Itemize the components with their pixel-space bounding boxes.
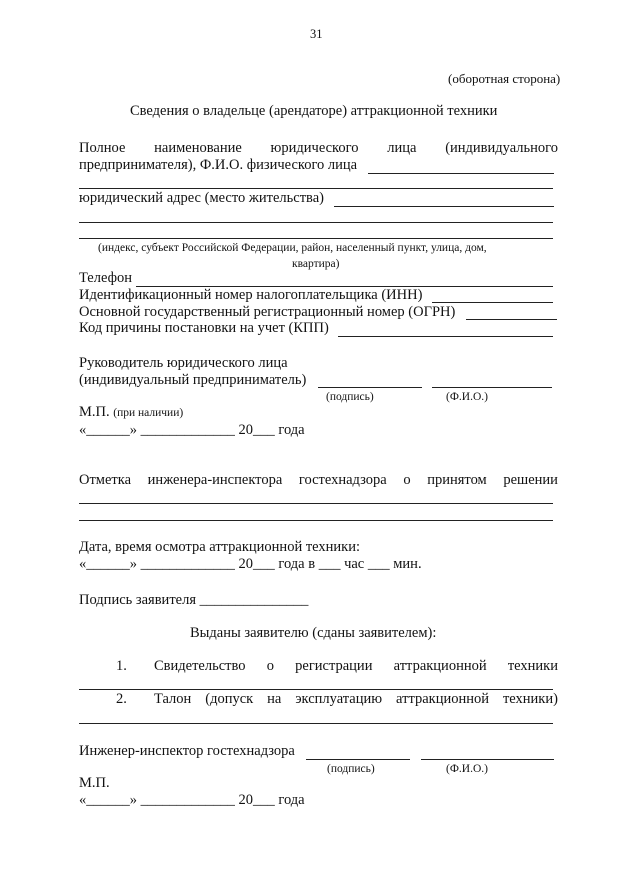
page-title: Сведения о владельце (арендаторе) аттракционной техники	[130, 103, 498, 119]
head-label: Руководитель юридического лица	[79, 355, 288, 371]
owner-name-field-extra[interactable]	[79, 188, 553, 189]
owner-name-word: наименование	[154, 140, 242, 156]
inspector-label: Инженер-инспектор гостехнадзора	[79, 743, 295, 759]
page-number: 31	[310, 27, 323, 41]
issued-item-1-label	[154, 658, 558, 675]
ogrn-label: Основной государственный регистрационный номер (ОГРН)	[79, 304, 456, 320]
issued-item-2-word: на	[267, 691, 282, 707]
owner-name-word: лица	[387, 140, 417, 156]
phone-label: Телефон	[79, 270, 132, 286]
side-note: (оборотная сторона)	[448, 71, 561, 86]
head-label-2: (индивидуальный предприниматель)	[79, 372, 307, 388]
issued-item-1-word: регистрации	[295, 658, 373, 674]
issued-item-2-word: техники)	[502, 691, 558, 707]
inspector-sign-hint: (подпись)	[327, 763, 375, 775]
issued-item-2-word: Талон	[154, 691, 192, 707]
address-hint: (индекс, субъект Российской Федерации, район, населенный пункт, улица, дом,	[98, 242, 487, 254]
owner-name-word: Полное	[79, 140, 126, 156]
issued-item-2-number: 2.	[116, 691, 127, 707]
issued-item-1-word: Свидетельство	[154, 658, 246, 674]
owner-name-label-2: предпринимателя), Ф.И.О. физического лица	[79, 157, 358, 173]
head-fio-field[interactable]	[432, 387, 552, 388]
inn-field[interactable]	[432, 302, 553, 303]
owner-name-word: (индивидуального	[445, 140, 558, 156]
applicant-signature-field[interactable]: Подпись заявителя _______________	[79, 592, 309, 608]
issued-item-2-field[interactable]	[79, 723, 553, 724]
address-field-3[interactable]	[79, 238, 553, 239]
kpp-label: Код причины постановки на учет (КПП)	[79, 320, 329, 336]
stamp-note: (при наличии)	[113, 407, 184, 419]
inspector-note-label	[79, 472, 558, 489]
head-signature-field[interactable]	[318, 387, 422, 388]
issued-item-1-word: аттракционной	[393, 658, 487, 674]
inspector-fio-hint: (Ф.И.О.)	[446, 763, 488, 775]
address-hint-2: квартира)	[292, 258, 340, 270]
inspector-note-word: решении	[503, 472, 558, 488]
owner-name-field[interactable]	[368, 173, 554, 174]
inspector-note-field-2[interactable]	[79, 520, 553, 521]
head-date-field[interactable]: «______» _____________ 20___ года	[79, 422, 305, 438]
owner-name-word: юридического	[270, 140, 359, 156]
inspector-note-word: принятом	[427, 472, 487, 488]
stamp-label: М.П.	[79, 404, 110, 420]
inspector-note-word: о	[403, 472, 411, 488]
issued-item-2-word: аттракционной	[396, 691, 489, 707]
inspector-fio-field[interactable]	[421, 759, 554, 760]
inspector-note-word: инженера-инспектора	[147, 472, 283, 488]
inn-label: Идентификационный номер налогоплательщика (ИНН)	[79, 287, 423, 303]
inspection-date-field[interactable]: «______» _____________ 20___ года в ___ час ___ мин.	[79, 556, 422, 572]
inspection-label: Дата, время осмотра аттракционной техники:	[79, 539, 361, 555]
issued-title: Выданы заявителю (сданы заявителем):	[190, 625, 437, 641]
inspector-stamp: М.П.	[79, 775, 110, 791]
issued-item-1-word: техники	[507, 658, 558, 674]
kpp-field[interactable]	[338, 336, 553, 337]
issued-item-2-label	[154, 691, 558, 708]
issued-item-1-number: 1.	[116, 658, 127, 674]
issued-item-2-word: (допуск	[205, 691, 254, 707]
issued-item-1-field[interactable]	[79, 689, 553, 690]
head-sign-hint: (подпись)	[326, 391, 374, 403]
inspector-date-field[interactable]: «______» _____________ 20___ года	[79, 792, 305, 808]
issued-item-2-word: эксплуатацию	[295, 691, 383, 707]
inspector-signature-field[interactable]	[306, 759, 410, 760]
inspector-note-word: Отметка	[79, 472, 132, 488]
address-field-2[interactable]	[79, 222, 553, 223]
issued-item-1-word: о	[266, 658, 274, 674]
inspector-note-field[interactable]	[79, 503, 553, 504]
address-field[interactable]	[334, 206, 554, 207]
address-label: юридический адрес (место жительства)	[79, 190, 324, 206]
inspector-note-word: гостехнадзора	[298, 472, 387, 488]
ogrn-field[interactable]	[466, 319, 557, 320]
head-fio-hint: (Ф.И.О.)	[446, 391, 488, 403]
head-stamp	[79, 404, 183, 422]
owner-name-label	[79, 140, 558, 157]
